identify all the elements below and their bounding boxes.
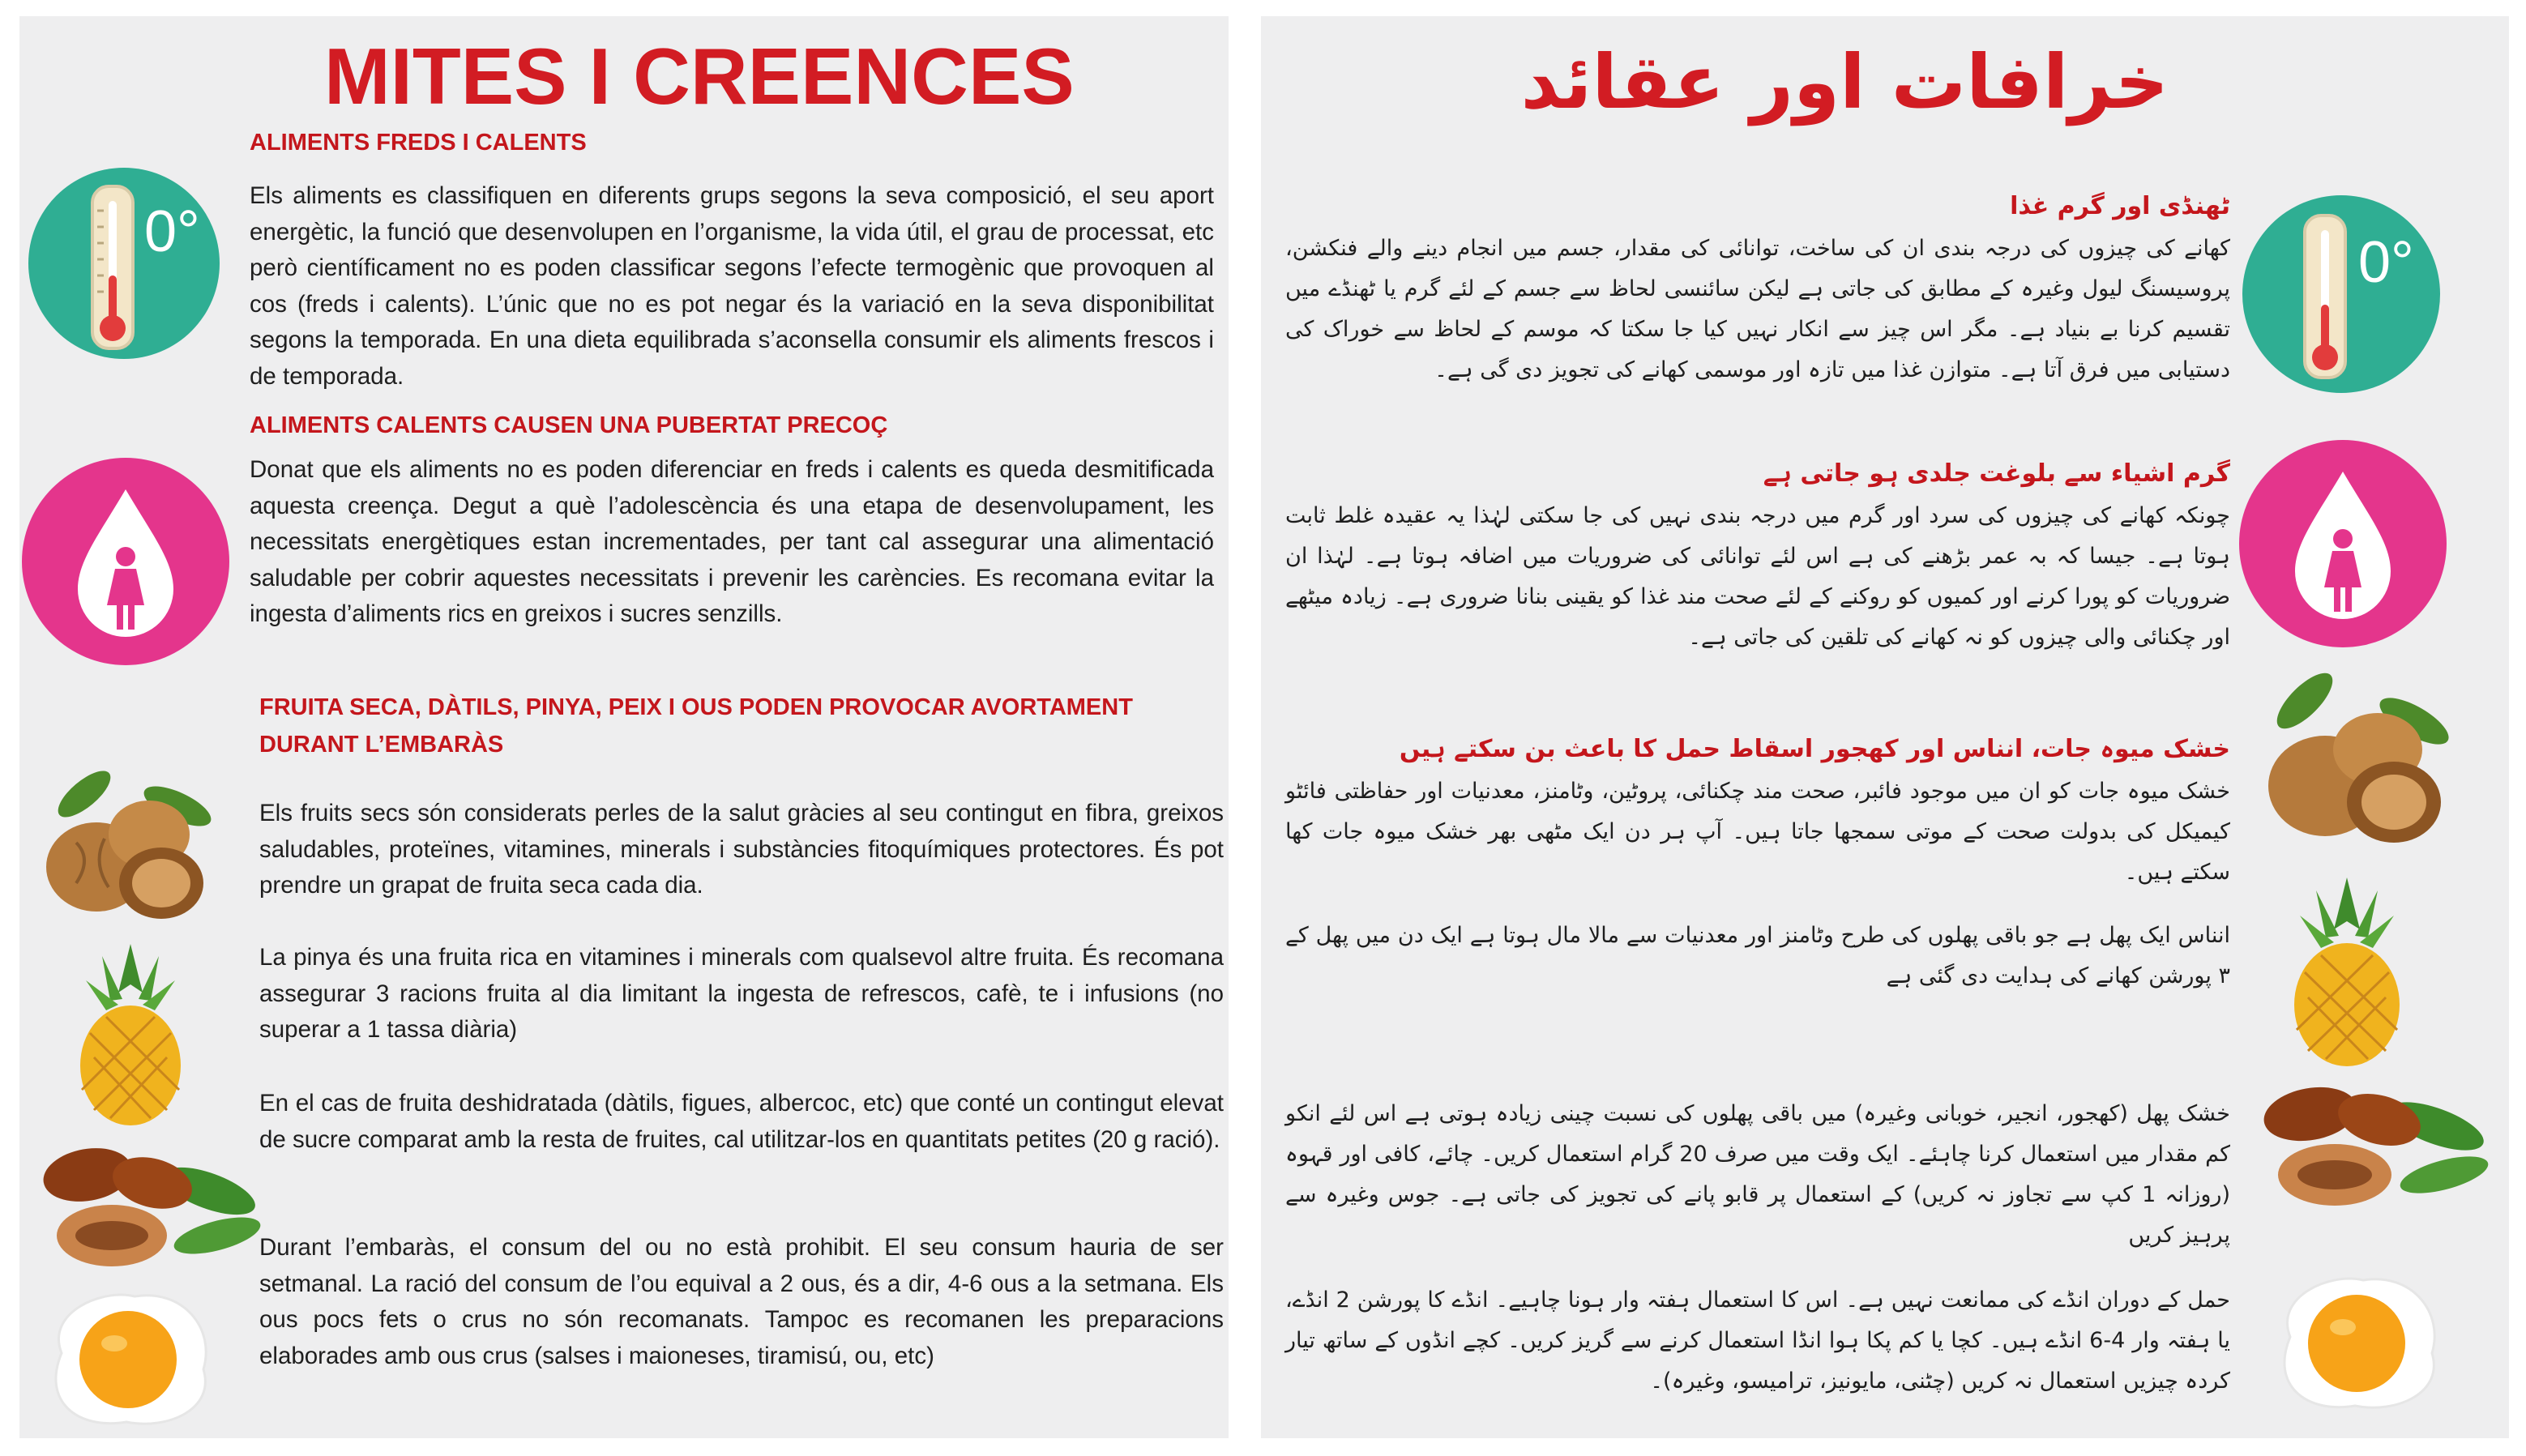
pineapple-icon bbox=[70, 936, 191, 1130]
urdu-paragraph-dried-fruit: خشک پھل (کھجور، انجیر، خوبانی وغیرہ) میں باقی پھلوں کی نسبت چینی زیادہ ہوتی ہے اس لئے انکو کم مقدار میں استعمال کرنا چاہئے۔ ایک وقت میں صرف 20 گرام استعمال کریں۔ چائے، کافی اور قہوہ (روزانہ 1 کپ سے تجاوز نہ کریں) کے استعمال پر قابو پانے کی تجویز کی جاتی ہے۔ جوس وغیرہ سے پرہیز کریں bbox=[1285, 1101, 2230, 1248]
urdu-heading-puberty: گرم اشیاء سے بلوغت جلدی ہو جاتی ہے bbox=[1763, 459, 2230, 488]
walnuts-icon bbox=[2248, 664, 2459, 859]
urdu-title: خرافات اور عقائد bbox=[1520, 39, 2169, 126]
urdu-heading-hot-cold: ٹھنڈی اور گرم غذا bbox=[2010, 192, 2230, 220]
dates-icon bbox=[2242, 1070, 2493, 1232]
thermometer-icon bbox=[2240, 193, 2443, 395]
walnuts-icon bbox=[28, 762, 222, 932]
catalan-title: MITES I CREENCES bbox=[324, 32, 1075, 121]
urdu-paragraph-nuts: خشک میوہ جات کو ان میں موجود فائبر، صحت مند چکنائی، پروٹین، وٹامنز، معدنیات اور حفاظتی فائٹو کیمیکل کی بدولت صحت کے موتی سمجھا جاتا ہیں۔ آپ ہر دن ایک مٹھی بھر خشک میوہ جات کھا سکتے ہیں۔ bbox=[1285, 779, 2230, 885]
thermometer-icon bbox=[23, 154, 225, 373]
catalan-paragraph-dried-fruit: En el cas de fruita deshidratada (dàtils, figues, albercoc, etc) que conté un contingut elevat de sucre comparat amb la resta de fruites, cal utilitzar-los en quantitats petites (20 g ració). bbox=[259, 1090, 1224, 1153]
pineapple-icon bbox=[2282, 871, 2412, 1070]
urdu-paragraph-hot-cold: کھانے کی چیزوں کی درجہ بندی ان کی ساخت، توانائی کی مقدار، جسم میں انجام دینے والے فنکشن، پروسیسنگ لیول وغیرہ کے مطابق کی جاتی ہے لیکن سائنسی لحاظ سے جسم کے لئے گرم یا ٹھنڈے میں تقسیم کرنا بے بنیاد ہے۔ مگر اس چیز سے انکار نہیں کیا جا سکتا کہ موسم کے لحاظ سے خوراک کی دستیابی میں فرق آتا ہے۔ متوازن غذا میں تازہ اور موسمی کھانے کی تجویز دی گی ہے۔ bbox=[1285, 236, 2230, 382]
girl-drop-icon bbox=[19, 455, 232, 668]
dates-icon bbox=[23, 1126, 266, 1288]
catalan-heading-abortion: FRUITA SECA, DÀTILS, PINYA, PEIX I OUS PODEN PROVOCAR AVORTAMENT DURANT L’EMBARÀS bbox=[259, 694, 1133, 758]
thermometer-label: 0° bbox=[144, 199, 200, 264]
catalan-heading-puberty: ALIMENTS CALENTS CAUSEN UNA PUBERTAT PRECOÇ bbox=[250, 412, 888, 438]
girl-drop-icon bbox=[2237, 438, 2449, 650]
urdu-panel bbox=[1261, 16, 2509, 1438]
catalan-paragraph-pineapple: La pinya és una fruita rica en vitamines i minerals com qualsevol altre fruita. És recomana assegurar 3 racions fruita al dia limitant la ingesta de refrescos, cafè, te i infusions (no superar a 1 tassa diària) bbox=[259, 944, 1224, 1043]
urdu-paragraph-puberty: چونکہ کھانے کی چیزوں کی سرد اور گرم میں درجہ بندی نہیں کی جا سکتی لہٰذا یہ عقیدہ غلط ثابت ہوتا ہے۔ جیسا کہ بہ عمر بڑھنے کی ہے اس لئے توانائی کی ضروریات میں اضافہ ہوتا ہے۔ لہٰذا ان ضروریات کو پورا کرنے اور کمیوں کو روکنے کے لئے صحت مند غذا کو یقینی بنانا ضروری ہے۔ زیادہ میٹھے اور چکنائی والی چیزوں کو نہ کھانے کی تلقین کی جاتی ہے۔ bbox=[1285, 503, 2230, 650]
fried-egg-icon bbox=[2258, 1264, 2452, 1418]
catalan-panel bbox=[19, 16, 1229, 1438]
thermometer-label: 0° bbox=[2358, 230, 2414, 295]
urdu-paragraph-pineapple: انناس ایک پھل ہے جو باقی پھلوں کی طرح وٹامنز اور معدنیات سے مالا مال ہوتا ہے ایک دن میں پھل کے ۳ پورشن کھانے کی ہدایت دی گئی ہے bbox=[1285, 923, 2230, 988]
catalan-paragraph-puberty: Donat que els aliments no es poden diferenciar en freds i calents es queda desmitificada aquesta creença. Degut a què l’adolescència és una etapa de desenvolupament, les necessitats energètiques estan incrementades, per tant cal assegurar una alimentació saludable per cobrir aquestes necessitats i prevenir les carències. Es recomana evitar la ingesta d’aliments rics en greixos i sucres senzills. bbox=[250, 456, 1214, 627]
urdu-paragraph-eggs: حمل کے دوران انڈے کی ممانعت نہیں ہے۔ اس کا استعمال ہفتہ وار ہونا چاہیے۔ انڈے کا پورشن 2 انڈے، یا ہفتہ وار 4-6 انڈے ہیں۔ کچا یا کم پکا ہوا انڈا استعمال کرنے سے گریز کریں۔ کچے انڈوں کے ساتھ تیار کردہ چیزیں استعمال نہ کریں (چٹنی، مایونیز، ترامیسو، وغیرہ)۔ bbox=[1285, 1287, 2231, 1394]
catalan-paragraph-eggs: Durant l’embaràs, el consum del ou no està prohibit. El seu consum hauria de ser setmanal. La ració del consum de l’ou equival a 2 ous, és a dir, 4-6 ous a la setmana. Els ous pocs fets o crus no són recomanats. Tampoc es recomanen les preparacions elaborades amb ous crus (salses i maioneses, tiramisú, ou, etc) bbox=[259, 1234, 1224, 1369]
catalan-heading-hot-cold: ALIMENTS FREDS I CALENTS bbox=[250, 130, 587, 156]
fried-egg-icon bbox=[29, 1280, 224, 1434]
catalan-paragraph-hot-cold: Els aliments es classifiquen en diferents grups segons la seva composició, el seu aport energètic, la funció que desenvolupen en l’organisme, la vida útil, el grau de processat, etc però científicament no es poden classificar segons l’efecte termogènic que provoquen al cos (freds i calents). L’únic que no es pot negar és la variació en la seva disponibilitat segons la temporada. En una dieta equilibrada s’aconsella consumir els aliments frescos i de temporada. bbox=[250, 182, 1214, 390]
urdu-heading-abortion: خشک میوہ جات، انناس اور کھجور اسقاط حمل کا باعث بن سکتے ہیں bbox=[1399, 735, 2230, 763]
catalan-paragraph-nuts: Els fruits secs són considerats perles de la salut gràcies al seu contingut en fibra, greixos saludables, proteïnes, vitamines, minerals i substàncies fitoquímiques protectores. És pot prendre un grapat de fruita seca cada dia. bbox=[259, 800, 1224, 899]
